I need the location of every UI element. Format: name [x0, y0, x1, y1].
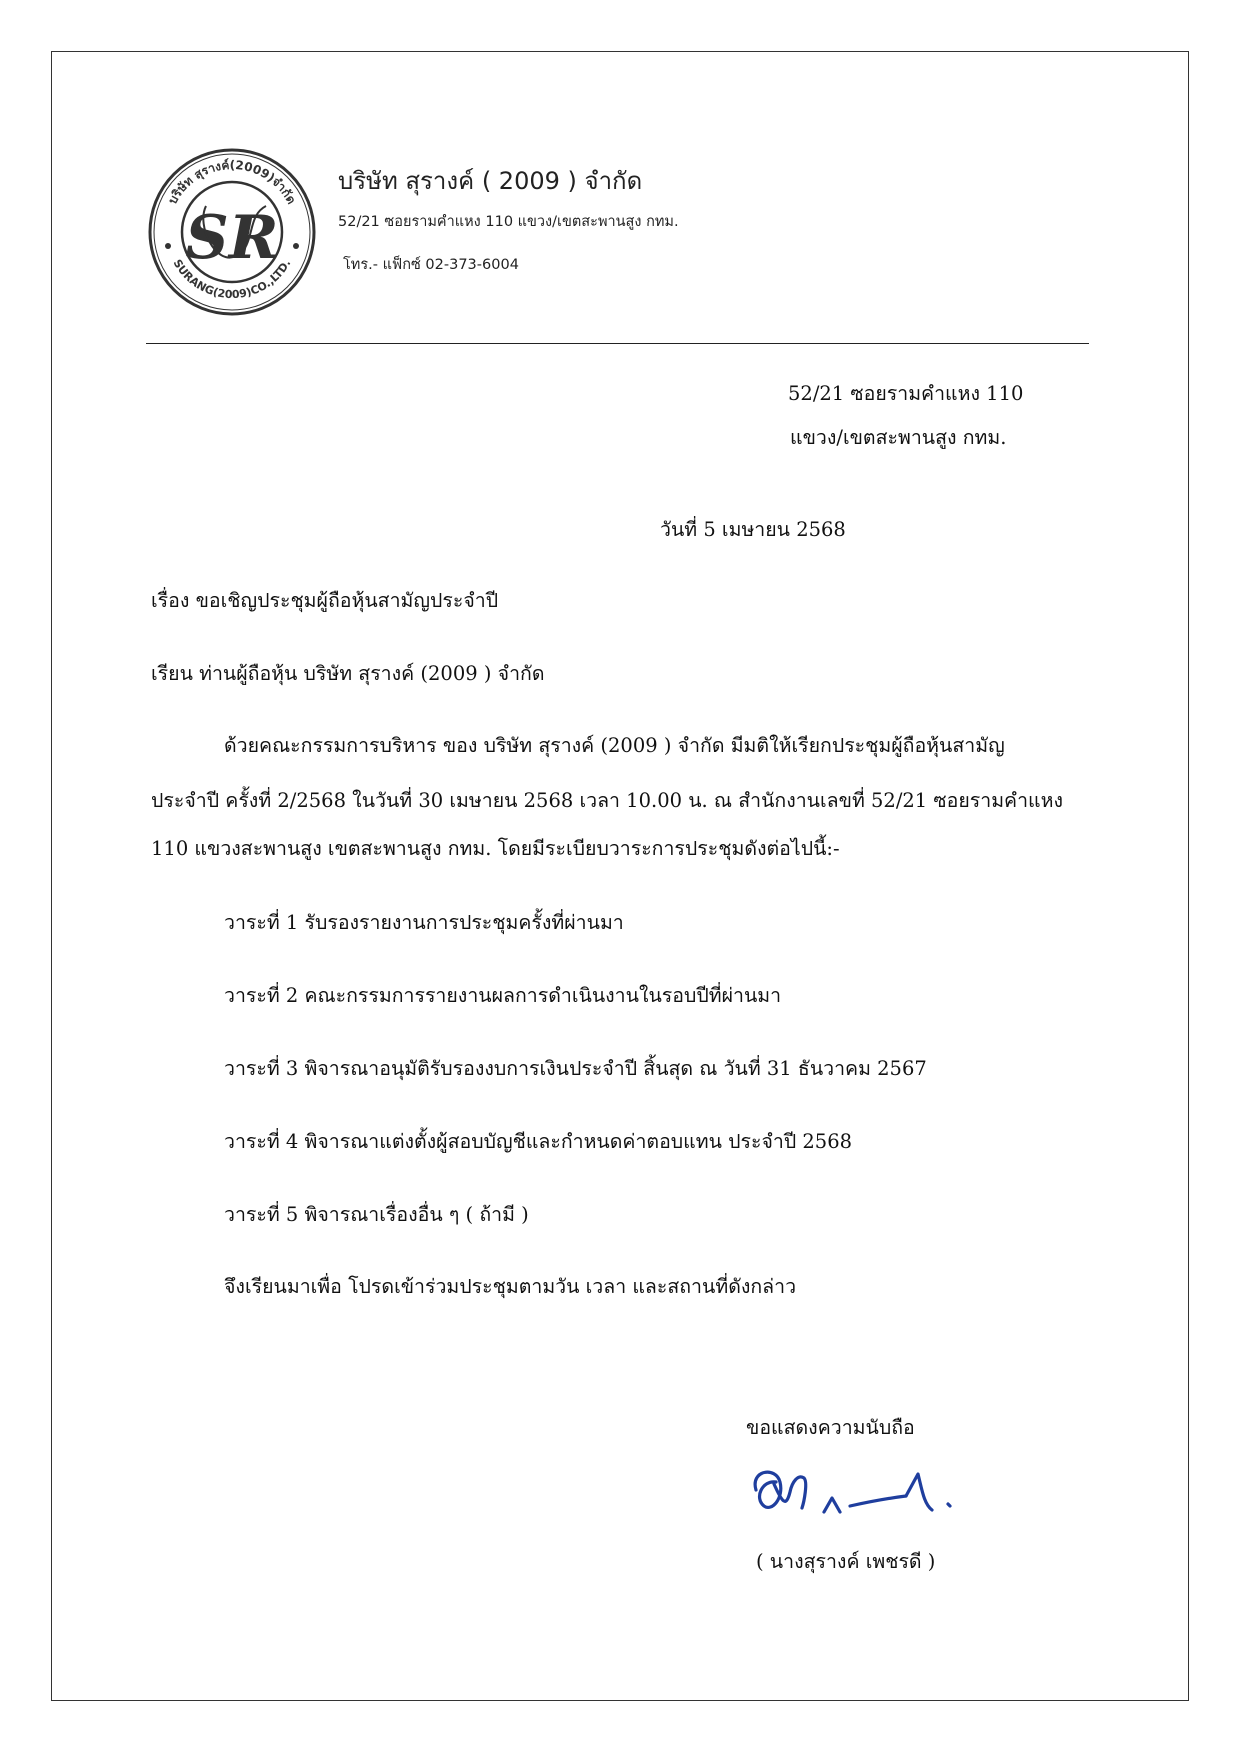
svg-text:SURANG(2009)CO.,LTD.: SURANG(2009)CO.,LTD.: [170, 257, 294, 302]
agenda-item-4: วาระที่ 4 พิจารณาแต่งตั้งผู้สอบบัญชีและกำหนดค่าตอบแทน ประจำปี 2568: [224, 1130, 853, 1153]
regards-line: ขอแสดงความนับถือ: [746, 1416, 915, 1439]
signer-name: ( นางสุรางค์ เพชรดี ): [756, 1550, 936, 1573]
agenda-item-1: วาระที่ 1 รับรองรายงานการประชุมครั้งที่ผ่านมา: [224, 911, 624, 934]
letter-subject: เรื่อง ขอเชิญประชุมผู้ถือหุ้นสามัญประจำปี: [151, 589, 499, 612]
svg-text:บริษัท สุรางค์(2009)จำกัด: บริษัท สุรางค์(2009)จำกัด: [165, 157, 299, 207]
company-seal-logo: [146, 146, 318, 318]
handwritten-signature: [728, 1452, 960, 1530]
body-paragraph-line-3: 110 แขวงสะพานสูง เขตสะพานสูง กทม. โดยมีระเบียบวาระการประชุมดังต่อไปนี้:-: [151, 837, 840, 860]
agenda-item-3: วาระที่ 3 พิจารณาอนุมัติรับรองงบการเงินประจำปี สิ้นสุด ณ วันที่ 31 ธันวาคม 2567: [224, 1057, 927, 1080]
letter-recipient: เรียน ท่านผู้ถือหุ้น บริษัท สุรางค์ (2009 ) จำกัด: [151, 662, 545, 685]
company-phone-fax: โทร.- แฟ็กซ์ 02-373-6004: [343, 257, 519, 273]
company-name: บริษัท สุรางค์ ( 2009 ) จำกัด: [338, 167, 643, 195]
agenda-item-5: วาระที่ 5 พิจารณาเรื่องอื่น ๆ ( ถ้ามี ): [224, 1203, 529, 1226]
body-paragraph-line-2: ประจำปี ครั้งที่ 2/2568 ในวันที่ 30 เมษายน 2568 เวลา 10.00 น. ณ สำนักงานเลขที่ 52/21 ซอยรามคำแหง: [151, 789, 1063, 812]
sender-address-line-2: แขวง/เขตสะพานสูง กทม.: [790, 426, 1007, 449]
letterhead-divider: [146, 343, 1089, 344]
closing-sentence: จึงเรียนมาเพื่อ โปรดเข้าร่วมประชุมตามวัน เวลา และสถานที่ดังกล่าว: [224, 1275, 797, 1298]
company-address: 52/21 ซอยรามคำแหง 110 แขวง/เขตสะพานสูง กทม.: [338, 214, 679, 230]
sender-address-line-1: 52/21 ซอยรามคำแหง 110: [788, 382, 1024, 405]
letter-date: วันที่ 5 เมษายน 2568: [660, 518, 846, 541]
svg-text:SR: SR: [185, 203, 279, 273]
agenda-item-2: วาระที่ 2 คณะกรรมการรายงานผลการดำเนินงานในรอบปีที่ผ่านมา: [224, 984, 782, 1007]
body-paragraph-line-1: ด้วยคณะกรรมการบริหาร ของ บริษัท สุรางค์ (2009 ) จำกัด มีมติให้เรียกประชุมผู้ถือหุ้นสามัญ: [224, 734, 1005, 757]
